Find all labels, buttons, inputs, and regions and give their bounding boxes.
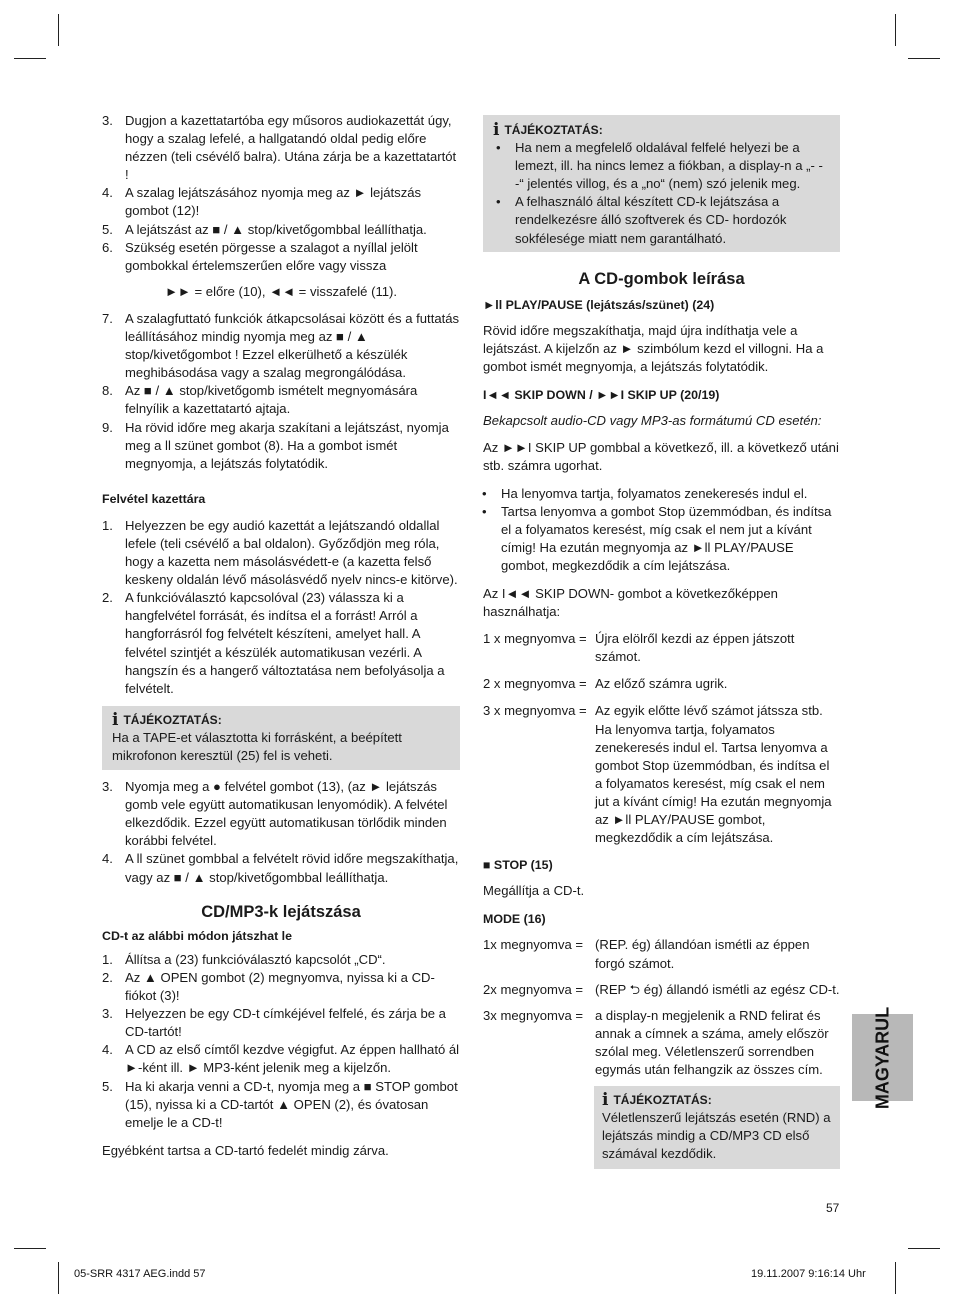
list-item: 3. Nyomja meg a ● felvétel gombot (13), (az ► lejátszás gomb vele együtt automatikusan lenyomódik). A felvétel elkezdődik. Ezzel együtt automatikusan törlődik minden korábbi felvétel. — [102, 779, 448, 849]
cd-steps — [102, 951, 460, 1132]
list-item: 7. A szalagfuttató funkciók átkapcsolásai között és a futtatás leállításához mindig nyomja meg az ■ / ▲ stop/kivetőgombot ! Ezzel elkerülhető a készülék meghibásodása vagy a szalag megrongálódása. — [102, 310, 460, 381]
info-title: i TÁJÉKOZTATÁS: — [493, 120, 603, 141]
skip-down-row: 2 x megnyomva = Az előző számra ugrik. — [483, 676, 728, 692]
crop-mark — [895, 1262, 896, 1294]
play-pause-heading: ►ll PLAY/PAUSE (lejátszás/szünet) (24) — [483, 297, 715, 312]
stop-heading: ■ STOP (15) — [483, 858, 553, 873]
info-box — [594, 1086, 840, 1168]
language-tab — [852, 1006, 913, 1109]
felvetel-heading: Felvétel kazettára — [102, 491, 206, 506]
skip-bullets — [479, 485, 840, 575]
skip-italic: Bekapcsolt audio-CD vagy MP3-as formátumú CD esetén: — [483, 413, 822, 429]
list-item: 3. Dugjon a kazettatartóba egy műsoros audiokazettát úgy, hogy a szalag lefelé, a hallgatandó oldal pedig előre nézzen (teli csévélő balra). Utána zárja be a kazettatartót ! — [102, 113, 457, 183]
right-column — [483, 115, 840, 1169]
list-item: 1. Helyezzen be egy audió kazettát a lejátszandó oldallal lefele (teli csévélő a bal oldalon). Győződjön meg róla, hogy a kazetta nem másolásvédett-e (a kazetta felső keskeny oldalán lévő másolásvédő nyelv nincs-e kitörve). — [102, 517, 458, 588]
crop-mark — [14, 1248, 46, 1249]
list-item: 8. Az ■ / ▲ stop/kivetőgomb ismételt megnyomására felnyílik a kazettatartó ajtaja. — [102, 383, 418, 417]
crop-mark — [908, 58, 940, 59]
crop-mark — [58, 1262, 59, 1294]
list-item: 5. Ha ki akarja venni a CD-t, nyomja meg a ■ STOP gombot (15), nyissa ki a CD-tartót ▲ OPEN (2), és óvatosan emelje le a CD-t! — [102, 1078, 458, 1130]
recording-steps-a — [102, 517, 460, 698]
ff-rw-line: ►► = előre (10), ◄◄ = visszafelé (11). — [164, 283, 398, 299]
list-item: 9. Ha rövid időre meg akarja szakítani a lejátszást, nyomja meg a ll szünet gombot (8). Ha a gombot ismét megnyomja, a lejátszás folytatódik. — [102, 419, 449, 471]
mode-row: 1x megnyomva = (REP. ég) állandóan ismétli az éppen forgó számot. — [483, 937, 810, 971]
list-item: 4. A CD az első címtől kezdve végigfut. Az éppen hallható ál ►-ként ill. ► MP3-ként jelenik meg a kijelzőn. — [102, 1042, 460, 1076]
info-box — [102, 706, 460, 770]
mode-row: 2x megnyomva = (REP ⮌ ég) állandó ismétli az egész CD-t. — [483, 981, 840, 997]
list-item: 5. A lejátszást az ■ / ▲ stop/kivetőgombbal leállíthatja. — [102, 221, 427, 237]
list-item: 6. Szükség esetén pörgesse a szalagot a nyíllal jelölt gombokkal értelemszerűen előre vagy vissza — [102, 239, 418, 273]
mode-heading: MODE (16) — [483, 912, 546, 927]
footer-left: 05-SRR 4317 AEG.indd 57 — [74, 1268, 206, 1280]
skip-down-row: 3 x megnyomva = Az egyik előtte lévő számot játssza stb. Ha lenyomva tartja, folyamatos zenekeresés indul el. Tartsa lenyomva a gombot Stop üzemmódban, és indítsa el a folyamatos keresést, míg csak el nem jut a kívánt címig! Ha ezután megnyomja az ►ll PLAY/PAUSE gombot, megkezdődik a cím lejátszása. — [483, 703, 832, 846]
list-item: 1. Állítsa a (23) funkcióválasztó kapcsolót „CD“. — [102, 951, 386, 967]
skip-heading: I◄◄ SKIP DOWN / ►►I SKIP UP (20/19) — [483, 388, 720, 403]
info-text: Ha a TAPE-et választotta ki forrásként, a beépített mikrofonon keresztül (25) fel is veheti. — [112, 729, 402, 763]
info-icon: i — [602, 1090, 609, 1111]
list-item: 4. A szalag lejátszásához nyomja meg az ► lejátszás gombot (12)! — [102, 185, 422, 219]
crop-mark — [58, 14, 59, 46]
list-item: 2. Az ▲ OPEN gombot (2) megnyomva, nyissa ki a CD-fiókot (3)! — [102, 969, 435, 1004]
crop-mark — [908, 1248, 940, 1249]
closing-text: Egyébként tartsa a CD-tartó fedelét mindig zárva. — [102, 1142, 389, 1158]
cd-buttons-heading: A CD-gombok leírása — [578, 269, 745, 288]
list-item: 2. A funkcióválasztó kapcsolóval (23) válassza ki a hangfelvétel forrását, és indítsa el a forrást! Arról a hangforrásról fog felvételt készíteni, amelyet hall. A felvétel szintjét a készülék automatikusan vezérli. A hangszín és a hangerő változtatása nem befolyásolja a felvételt. — [102, 590, 445, 696]
list-item: 3. Helyezzen be egy CD-t címkéjével felfelé, és zárja be a CD-tartót! — [102, 1006, 446, 1040]
info-icon: i — [493, 120, 500, 141]
info-icon: i — [112, 709, 119, 730]
left-column — [102, 112, 460, 1160]
list-item: • Tartsa lenyomva a gombot Stop üzemmódban, és indítsa el a folyamatos keresést, míg csak el nem jut a kívánt címig! Ha ezután megnyomja az ►ll PLAY/PAUSE gombot, megkezdődik a cím lejátszása. — [479, 503, 840, 575]
tape-steps-b — [102, 310, 460, 473]
skip-down-intro: Az I◄◄ SKIP DOWN- gombot a következőképpen használhatja: — [483, 585, 778, 620]
cd-mp3-heading: CD/MP3-k lejátszása — [201, 902, 361, 921]
list-item: • Ha nem a megfelelő oldalával felfelé helyezi be a lemezt, ill. ha nincs lemez a fiókban, a display-n a „- - -“ jelentés villog, és a „no“ (nem) szó jelenik meg. — [493, 139, 832, 193]
info-title: i TÁJÉKOZTATÁS: — [602, 1090, 712, 1111]
recording-steps-b — [102, 778, 460, 887]
crop-mark — [14, 58, 46, 59]
footer-right: 19.11.2007 9:16:14 Uhr — [751, 1268, 866, 1280]
info-bullets — [493, 139, 832, 248]
cd-play-subheading: CD-t az alábbi módon játszhat le — [102, 928, 293, 943]
language-tab-label: MAGYARUL — [872, 1006, 892, 1109]
skip-up-text: Az ►►I SKIP UP gombbal a következő, ill. a következő utáni stb. számra ugorhat. — [483, 440, 839, 474]
skip-down-row: 1 x megnyomva = Újra elölről kezdi az éppen játszott számot. — [483, 631, 795, 665]
info-text: Véletlenszerű lejátszás esetén (RND) a lejátszás mindig a CD/MP3 CD első számával kezdődik. — [602, 1110, 831, 1162]
list-item: 4. A ll szünet gombbal a felvételt rövid időre megszakíthatja, vagy az ■ / ▲ stop/kivetőgombbal leállíthatja. — [102, 851, 459, 885]
info-box — [483, 115, 840, 252]
tape-steps-a — [102, 112, 460, 275]
stop-text: Megállítja a CD-t. — [483, 883, 585, 899]
info-title: i TÁJÉKOZTATÁS: — [112, 709, 222, 730]
play-pause-text: Rövid időre megszakíthatja, majd újra indíthatja vele a lejátszást. A kijelzőn az ► szimbólum kezd el villogni. Ha a gombot ismét megnyomja, a lejátszás folytatódik. — [483, 322, 824, 375]
mode-row: 3x megnyomva = a display-n megjelenik a RND felirat és annak a címnek a száma, amely először szólal meg. Véletlenszerű sorrendben egymás után felhangzik az összes cím. — [483, 1007, 829, 1078]
list-item: • Ha lenyomva tartja, folyamatos zenekeresés indul el. — [479, 485, 840, 503]
page-number: 57 — [826, 1201, 840, 1215]
list-item: • A felhasználó által készített CD-k lejátszása a rendelkezésre álló szoftverek és CD- hordozók sokfélesége miatt nem garantálható. — [493, 193, 832, 247]
crop-mark — [895, 14, 896, 46]
